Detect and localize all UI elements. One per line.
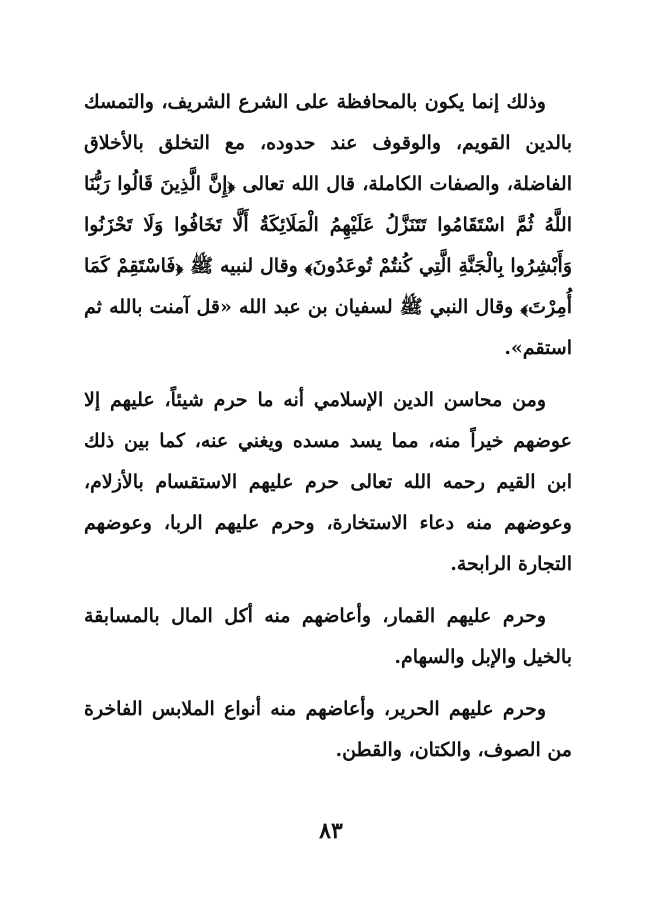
paragraph-1 <box>84 82 572 369</box>
paragraph-1-text-2: وقال لنبيه ﷺ <box>183 255 305 277</box>
page-number: ٨٣ <box>319 818 343 844</box>
paragraph-2: ومن محاسن الدين الإسلامي أنه ما حرم شيئاً، عليهم إلا عوضهم خيراً منه، مما يسد مسده ويغني عنه، كما بين ذلك ابن القيم رحمه الله تعالى حرم عليهم الاستقسام بالأزلام، وعوضهم منه دعاء الاستخارة، وحرم عليهم الربا، وعوضهم التجارة الرابحة. <box>84 389 572 575</box>
quran-verse-2: ﴿فَاسْتَقِمْ كَمَا أُمِرْتَ﴾ <box>84 255 572 318</box>
paragraph-1-text: وذلك إنما يكون بالمحافظة على الشرع الشريف، والتمسك بالدين القويم، والوقوف عند حدوده، مع التخلق بالأخلاق الفاضلة، والصفات الكاملة، قال الله تعالى <box>84 91 572 195</box>
hadith-text: وقال النبي ﷺ لسفيان بن عبد الله «قل آمنت بالله ثم استقم». <box>84 296 572 359</box>
paragraph-4: وحرم عليهم الحرير، وأعاضهم منه أنواع الملابس الفاخرة من الصوف، والكتان، والقطن. <box>84 698 572 761</box>
main-text <box>84 82 572 782</box>
paragraph-3: وحرم عليهم القمار، وأعاضهم منه أكل المال بالمسابقة بالخيل والإبل والسهام. <box>84 605 572 668</box>
quran-verse-1: ﴿إِنَّ الَّذِينَ قَالُوا رَبُّنَا اللَّهُ ثُمَّ اسْتَقَامُوا تَتَنَزَّلُ عَلَيْهِمُ الْمَلَائِكَةُ أَلَّا تَخَافُوا وَلَا تَحْزَنُوا وَأَبْشِرُوا بِالْجَنَّةِ الَّتِي كُنتُمْ تُوعَدُونَ﴾ <box>84 173 572 277</box>
